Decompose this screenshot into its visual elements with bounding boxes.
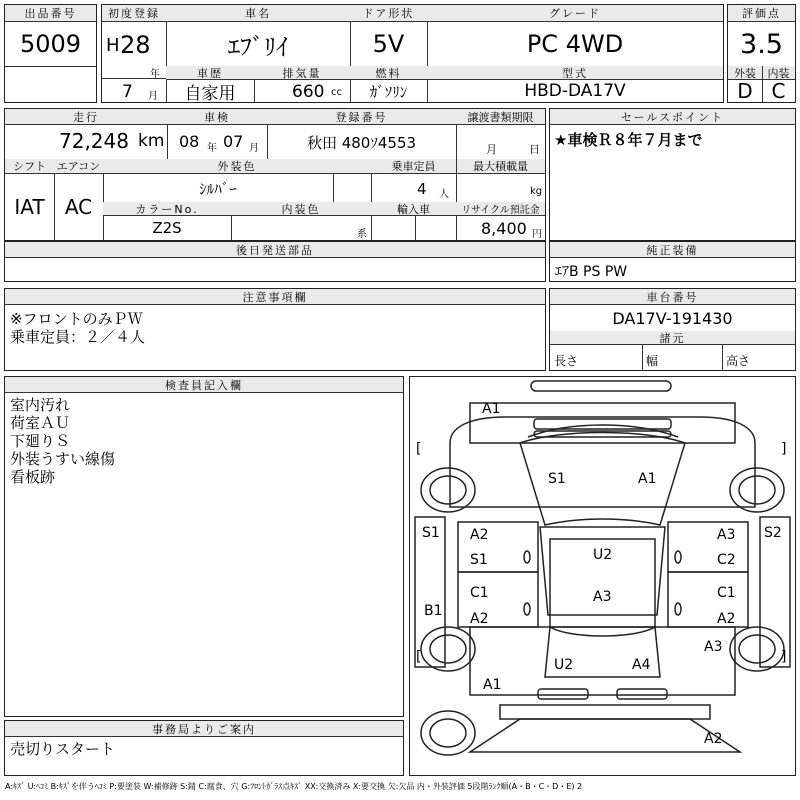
bracket-right-bottom: ] xyxy=(781,649,787,665)
note-line: 乗車定員：２／４人 xyxy=(10,328,146,346)
shift-label: シフト xyxy=(5,159,54,174)
intcolor-label: 内装色 xyxy=(231,202,371,216)
ac: AC xyxy=(64,195,93,219)
office-box xyxy=(4,720,404,776)
damage-right-rear: A3 xyxy=(704,639,723,655)
first-reg-year: 28 xyxy=(120,31,151,59)
displacement-label: 排気量 xyxy=(254,66,350,80)
sales-point-box xyxy=(549,108,796,241)
reg-label: 登録番号 xyxy=(267,109,456,125)
height-label: 高さ xyxy=(726,354,751,368)
registration: 秋田 480ｿ4553 xyxy=(306,133,417,152)
ac-label: エアコン xyxy=(54,159,103,174)
recycle-unit: 円 xyxy=(532,229,542,240)
displacement: 660 xyxy=(292,82,325,102)
office-label: 事務局よりご案内 xyxy=(5,721,403,737)
damage-rear-door-right-b: A2 xyxy=(717,611,736,627)
month-unit: 月 xyxy=(148,91,158,102)
damage-bottom-right: A2 xyxy=(704,731,723,747)
damage-left-fender: S1 xyxy=(422,525,440,541)
lot-box xyxy=(4,4,97,103)
office-note: 売切りスタート xyxy=(10,740,116,758)
damage-front-door-right-b: C2 xyxy=(717,552,736,568)
car-name: ｴﾌﾞﾘｲ xyxy=(228,32,288,61)
mileage-label: 走行 xyxy=(5,109,167,125)
bracket-right-top: ] xyxy=(781,441,787,457)
lot-label: 出品番号 xyxy=(5,5,96,22)
damage-diagram xyxy=(409,376,796,776)
transfer-label: 譲渡書類期限 xyxy=(456,109,545,125)
length-label: 長さ xyxy=(554,354,579,368)
inspect-month-unit: 月 xyxy=(249,143,259,154)
damage-hood-left: S1 xyxy=(548,471,566,487)
grade-label: グレード xyxy=(427,5,723,22)
damage-front-door-left-a: A2 xyxy=(470,527,489,543)
damage-roof-front: U2 xyxy=(593,547,613,563)
color-number: Z2S xyxy=(152,219,182,237)
damage-rear-door-left-a: C1 xyxy=(470,585,489,601)
damage-rear-left: A1 xyxy=(483,677,502,693)
score-box xyxy=(727,4,796,103)
legend: A:ｷｽﾞ U:ﾍｺﾐ B:ｷｽﾞを伴うﾍｺﾐ P:要塗装 W:補修跡 S:錆 C:腐食、穴 G:ﾌﾛﾝﾄｶﾞﾗｽ点ｷｽﾞ XX:交換済み X:要交換 欠:欠品 内・外装評価 5段階ﾗﾝｸ順(A・B・C・D・E) 2 xyxy=(5,782,583,791)
inspector-note: 室内汚れ xyxy=(10,396,71,414)
damage-roof-rear: A3 xyxy=(593,589,612,605)
int-label: 内装 xyxy=(762,66,795,80)
inspector-note: 看板跡 xyxy=(10,468,56,486)
capacity: 4 xyxy=(417,180,427,198)
history-label: 車歴 xyxy=(166,66,254,80)
door-label: ドア形状 xyxy=(350,5,427,22)
capacity-unit: 人 xyxy=(439,189,449,200)
details-box xyxy=(4,108,546,241)
sales-point-label: セールスポイント xyxy=(550,109,795,125)
recycle-label: リサイクル預託金 xyxy=(456,202,545,216)
specs-label: 諸元 xyxy=(550,331,795,345)
first-reg-label: 初度登録 xyxy=(102,5,166,22)
inspector-note: 下廻りＳ xyxy=(10,432,71,450)
equipment-box xyxy=(549,241,796,282)
year-unit: 年 xyxy=(150,69,160,80)
damage-back-left: U2 xyxy=(554,657,574,673)
score-label: 評価点 xyxy=(728,5,795,22)
load-label: 最大積載量 xyxy=(456,159,545,174)
equipment-label: 純正装備 xyxy=(550,242,795,258)
inspector-note: 荷室ＡＵ xyxy=(10,414,71,432)
damage-back-right: A4 xyxy=(632,657,651,673)
mileage-unit: km xyxy=(138,131,165,151)
note-line: ※フロントのみＰＷ xyxy=(10,310,143,328)
bracket-left-top: [ xyxy=(416,441,422,457)
damage-left-sill: B1 xyxy=(424,603,443,619)
sales-point: ★車検Ｒ８年７月まで xyxy=(554,131,703,149)
chassis-box xyxy=(549,288,796,371)
capacity-label: 乗車定員 xyxy=(371,159,456,174)
inspector-note: 外装うすい線傷 xyxy=(10,450,116,468)
color-label: 外装色 xyxy=(103,159,371,174)
inspector-label: 検査員記入欄 xyxy=(5,377,403,393)
import-label: 輸入車 xyxy=(371,202,456,216)
equipment: ｴｱB PS PW xyxy=(555,264,628,280)
door-type: 5V xyxy=(372,30,405,58)
ext-grade: D xyxy=(737,79,753,103)
mileage: 72,248 xyxy=(59,129,129,153)
inspect-label: 車検 xyxy=(167,109,267,125)
load-unit: kg xyxy=(530,186,543,197)
chassis-number: DA17V-191430 xyxy=(612,308,733,328)
int-grade: C xyxy=(771,79,786,103)
damage-hood-right: A1 xyxy=(638,471,657,487)
car-diagram-svg xyxy=(410,377,795,775)
model: HBD-DA17V xyxy=(524,81,626,101)
fuel-label: 燃料 xyxy=(350,66,427,80)
shift: IAT xyxy=(14,195,45,219)
transfer-month: 月 xyxy=(486,143,497,156)
notes-label: 注意事項欄 xyxy=(5,289,545,305)
exterior-color: ｼﾙﾊﾞｰ xyxy=(199,179,237,198)
inspector-box xyxy=(4,376,404,717)
fuel: ｶﾞｿﾘﾝ xyxy=(369,82,408,101)
width-label: 幅 xyxy=(646,354,659,368)
score: 3.5 xyxy=(740,28,783,60)
intcolor-unit: 系 xyxy=(357,229,367,240)
recycle-fee: 8,400 xyxy=(481,219,527,238)
inspect-year: 08 xyxy=(179,132,200,151)
damage-rear-door-right-a: C1 xyxy=(717,585,736,601)
vehicle-info-box xyxy=(101,4,724,103)
bracket-left-bottom: [ xyxy=(416,649,422,665)
damage-right-fender: S2 xyxy=(764,525,782,541)
grade: PC 4WD xyxy=(526,30,624,58)
damage-rear-door-left-b: A2 xyxy=(470,611,489,627)
chassis-label: 車台番号 xyxy=(550,289,795,305)
colorno-label: カラーNo. xyxy=(103,202,231,216)
transfer-day: 日 xyxy=(529,143,540,156)
later-parts-box xyxy=(4,241,546,282)
era: H xyxy=(106,35,120,56)
later-parts-label: 後日発送部品 xyxy=(5,242,545,258)
inspect-year-unit: 年 xyxy=(207,143,217,154)
damage-front-door-right-a: A3 xyxy=(717,527,736,543)
first-reg-month: 7 xyxy=(122,82,133,102)
car-name-label: 車名 xyxy=(166,5,350,22)
displacement-unit: cc xyxy=(331,87,342,98)
history: 自家用 xyxy=(184,83,236,104)
lot-number: 5009 xyxy=(19,30,82,58)
model-label: 型式 xyxy=(427,66,723,80)
inspect-month: 07 xyxy=(223,132,244,151)
ext-label: 外装 xyxy=(728,66,762,80)
notes-box xyxy=(4,288,546,371)
damage-front-top: A1 xyxy=(482,401,501,417)
damage-front-door-left-b: S1 xyxy=(470,552,488,568)
